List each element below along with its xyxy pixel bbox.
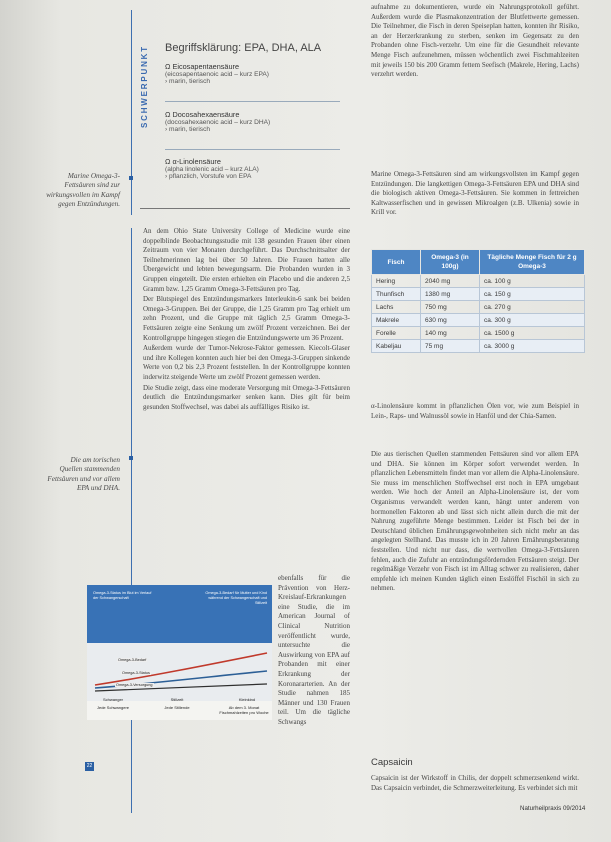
paragraph: Die Studie zeigt, dass eine moderate Versorgung mit Omega-3-Fettsäuren deutlich die Entzündungsmarker senken kann. Dies gilt für beim gesunden Stoffwechsel, was dabei als auffälliges Risiko ist.	[143, 383, 350, 411]
chart-title-left: Omega-3-Status im Blut im Verlauf der Schwangerschaft	[93, 591, 152, 600]
table-cell: ca. 150 g	[480, 288, 585, 301]
axis-label: Stillzeit	[170, 697, 184, 702]
term-docosahexaensaeure	[165, 110, 340, 133]
term-alpha-linolensaeure	[165, 157, 340, 180]
body-column-left	[143, 227, 350, 412]
omega3-chart	[87, 585, 272, 720]
divider	[165, 101, 340, 102]
fish-table-wrap	[371, 249, 585, 353]
table-cell: 75 mg	[421, 340, 480, 353]
table-cell: 2040 mg	[421, 275, 480, 288]
chart-plot-area	[87, 643, 272, 701]
box-title: Begriffsklärung: EPA, DHA, ALA	[165, 42, 322, 54]
term-name: Ω Docosahexaensäure	[165, 110, 240, 119]
body-column-left-cont: ebenfalls für die Prävention von Herz-Kreislauf-Erkrankungen eine Studie, die im American Journal of Clinical Nutrition veröffentlicht wurde, untersuchte die Auswirkung von EPA auf Probanden mit einer Erkrankung der Koronararterien. An der Studie nahmen 185 Männer und 130 Frauen teil. Um die tägliche Schwangs	[278, 574, 350, 726]
body-column-right-lower: Die aus tierischen Quellen stammenden Fettsäuren sind vor allem EPA und DHA. Sie können im Körper sofort verwendet werden. In pflanzlichen Lebensmitteln findet man vor allem die Alpha-Linolensäure. Sie muss im menschlichen Stoffwechsel erst noch in EPA umgebaut werden. Wie hoch der Anteil an Alpha-Linolensäure ist, der vom Organismus verwandelt werden kann, hängt unter anderem von hormonellen Faktoren ab und lässt sich nicht allein durch die mit der Nahrung zugeführte Menge bestimmen. Leider ist Fisch bei der in Deutschland üblichen Ernährungsgewohnheiten sich nicht mehr an das angelegten Stellhand. Das musste ich in 20 Jahren Ernährungsberatung feststellen. Und nicht nur dass, die wertvollen Omega-3-Fettsäuren fehlen, auch die Zufuhr an entzündungsfördernden Fettsäuren steigt. Der regelmäßige Verzehr von Fisch ist im Alltag schwer zu realisieren, daher empfehle ich meinen Kunden täglich einen Esslöffel Fischöl in sich zu nehmen.	[371, 450, 579, 593]
term-name: Ω α-Linolensäure	[165, 157, 221, 166]
paragraph: Außerdem wurde der Tumor-Nekrose-Faktor gemessen. Kiecolt-Glaser und ihre Kollegen konnten auch hier bei den Omega-3-Gruppen sinkende Werte von 0,2 bis 2,3 Prozent feststellen. In der Kontrollgruppe konnten inderwitz steigende Werte um zwölf Prozent gemessen werden.	[143, 344, 350, 381]
table-cell: ca. 1500 g	[480, 327, 585, 340]
term-source: › pflanzlich, Vorstufe von EPA	[165, 173, 252, 180]
term-eicosapentaensaeure	[165, 62, 340, 85]
table-cell: Lachs	[372, 301, 421, 314]
paragraph: An dem Ohio State University College of Medicine wurde eine doppelblinde Beobachtungsstudie mit 138 gesunden Frauen über einen Zeitraum von vier Monaten durchgeführt. Das Durchschnittsalter der Teilnehmerinnen lag bei über 50 Jahren. Die Frauen hatten alle Übergewicht und lebten bewegungsarm. Die Probanden wurden in 3 Gruppen eingeteilt. Die ersten erhielten ein Placebo und die anderen 2,5 Gramm bzw. 1,25 Gramm Omega-3-Fettsäuren pro Tag.	[143, 227, 350, 293]
left-rule-top	[131, 10, 132, 215]
table-row	[372, 275, 585, 288]
term-source: › marin, tierisch	[165, 126, 211, 133]
table-row	[372, 301, 585, 314]
fish-table	[371, 249, 585, 353]
axis-label: Schwanger	[102, 697, 123, 702]
margin-bullet	[129, 456, 133, 460]
series-label: Omega-3-Versorgung	[116, 683, 153, 687]
table-row	[372, 288, 585, 301]
page-number: 22	[86, 763, 93, 769]
margin-note: Die am torischen Quellen stammenden Fettsäuren und vor allem EPA und DHA.	[47, 456, 120, 492]
table-cell: ca. 100 g	[480, 275, 585, 288]
term-full: (eicosapentaenoic acid – kurz EPA)	[165, 71, 269, 78]
table-cell: 1380 mg	[421, 288, 480, 301]
issue-label: Naturheilpraxis 09/2014	[520, 805, 586, 812]
left-rule-main	[131, 228, 132, 813]
term-source: › marin, tierisch	[165, 78, 211, 85]
table-header: Tägliche Menge Fisch für 2 g Omega-3	[480, 250, 585, 275]
axis-sub-label: Jede Stillende	[164, 705, 190, 710]
body-column-right-mid: Marine Omega-3-Fettsäuren sind am wirkungsvollsten im Kampf gegen Entzündungen. Die langkettigen Omega-3-Fettsäuren EPA und DHA sind die biologisch aktiven Omega-3-Fettsäuren. Sie kommen in fettreichen Kaltwasserfischen und in gewissen Mikroalgen (z.B. Ulkenia) sowie in Krill vor.	[371, 170, 579, 217]
margin-note: Marine Omega-3-Fettsäuren sind zur wirkungsvollen im Kampf gegen Entzündungen.	[46, 172, 120, 208]
table-row	[372, 314, 585, 327]
table-cell: ca. 3000 g	[480, 340, 585, 353]
term-full: (docosahexaenoic acid – kurz DHA)	[165, 119, 271, 126]
paragraph: Der Blutspiegel des Entzündungsmarkers Interleukin-6 sank bei beiden Omega-3-Gruppen. Bei der Gruppe, die 1,25 Gramm pro Tag erhielt um zehn Prozent, und die Gruppe mit täglich 2,5 Gramm Omega-3-Fettsäuren zeigte eine Senkung um zwölf Prozent verzeichnen. Bei der Kontrollgruppe hingegen stiegen die Entzündungswerte um 36 Prozent.	[143, 295, 350, 342]
table-cell: Kabeljau	[372, 340, 421, 353]
table-header: Omega-3 (in 100g)	[421, 250, 480, 275]
axis-sub-label: Jede Schwangere	[96, 705, 130, 710]
term-full: (alpha linolenic acid – kurz ALA)	[165, 166, 259, 173]
margin-bullet	[129, 176, 133, 180]
table-row	[372, 340, 585, 353]
body-column-right-top: aufnahme zu dokumentieren, wurde ein Nahrungsprotokoll geführt. Außerdem wurde die Plasmakonzentration der Blutfettwerte gemessen. Die Teilnehmer, die Fisch in deren Speiseplan hatten, konnten ihr Risiko, an der Herzerkrankung zu sterben, senken im Gegensatz zu den Probanden ohne Fisch-verzehr. Um eine für die Gesundheit relevante Menge Fisch aufzunehmen, müssen wöchentlich zwei Fischmahlzeiten mit jeweils 150 bis 200 Gramm fettem Seefisch (Makrele, Hering, Lachs) verzehrt werden.	[371, 3, 579, 79]
table-cell: Makrele	[372, 314, 421, 327]
body-after-table: α-Linolensäure kommt in pflanzlichen Ölen vor, wie zum Beispiel in Lein-, Raps- und Walnussöl sowie in Hanföl und der Chia-Samen.	[371, 402, 579, 420]
axis-sub-label: Ab dem 3. Monat Fischmahlzeiten pro Woche	[219, 705, 269, 715]
series-label: Omega-3-Status	[122, 671, 150, 675]
axis-label: Kleinkind	[238, 697, 256, 702]
term-name: Ω Eicosapentaensäure	[165, 62, 240, 71]
table-cell: Hering	[372, 275, 421, 288]
table-cell: 750 mg	[421, 301, 480, 314]
table-cell: Forelle	[372, 327, 421, 340]
table-cell: Thunfisch	[372, 288, 421, 301]
table-cell: ca. 270 g	[480, 301, 585, 314]
table-cell: 140 mg	[421, 327, 480, 340]
body-capsaicin: Capsaicin ist der Wirkstoff in Chilis, der doppelt schmerzsenkend wirkt. Das Capsaicin verbindet, die Schmerzweiterleitung. Es verbindet sich mit	[371, 774, 579, 792]
table-row	[372, 327, 585, 340]
divider	[140, 208, 350, 209]
section-tag: SCHWERPUNKT	[140, 45, 149, 128]
page-number-badge	[85, 762, 94, 771]
section-heading-capsaicin: Capsaicin	[371, 757, 413, 768]
table-cell: ca. 300 g	[480, 314, 585, 327]
divider	[165, 149, 340, 150]
series-label: Omega-3-Bedarf	[118, 658, 147, 662]
table-cell: 630 mg	[421, 314, 480, 327]
table-header: Fisch	[372, 250, 421, 275]
chart-title-right: Omega-3-Bedarf für Mutter und Kind während der Schwangerschaft und Stillzeit	[205, 591, 267, 605]
